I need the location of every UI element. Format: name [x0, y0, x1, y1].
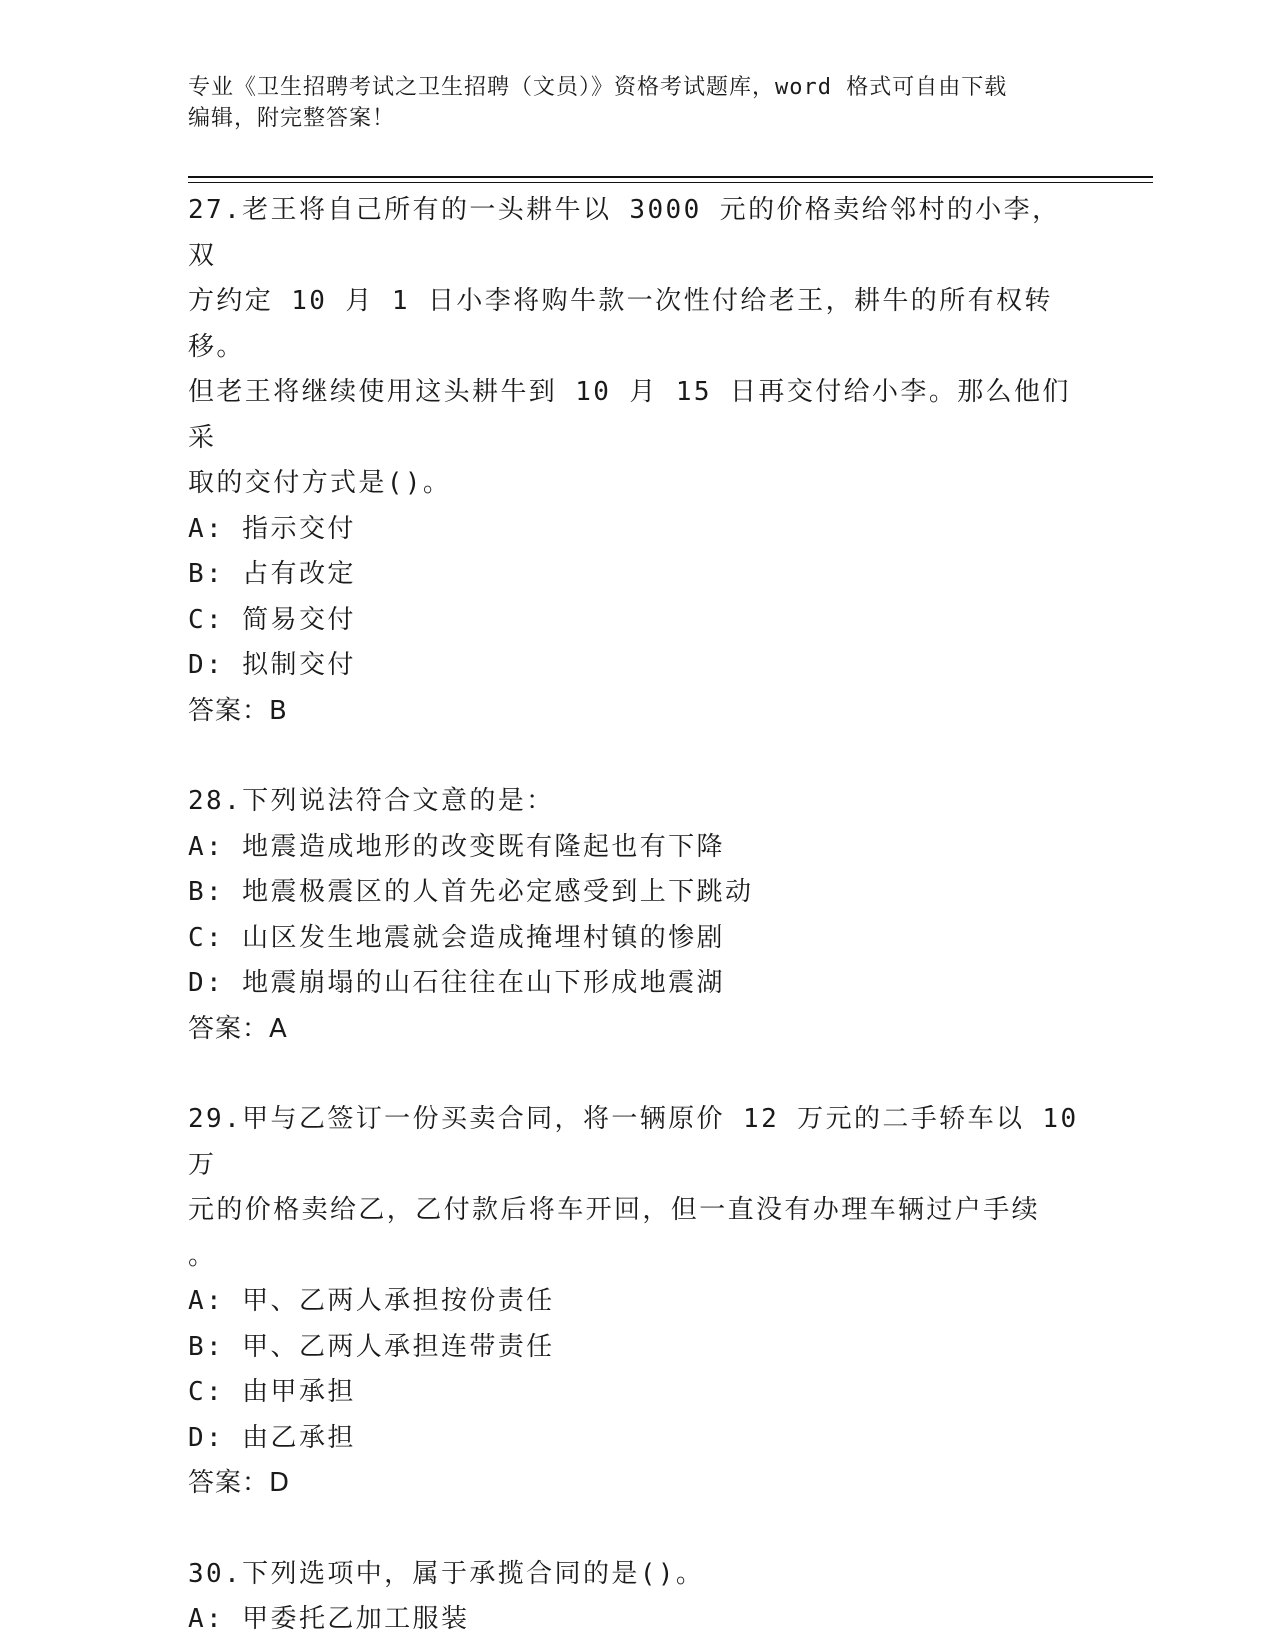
question-28: [188, 779, 1088, 1052]
option-b: B: 地震极震区的人首先必定感受到上下跳动: [188, 877, 754, 907]
option-a: A: 指示交付: [188, 513, 356, 544]
header-rule-thick: [188, 176, 1153, 178]
option-c: C: 山区发生地震就会造成掩埋村镇的惨剧: [188, 922, 725, 953]
header-line-1: 专业《卫生招聘考试之卫生招聘（文员）》资格考试题库，word 格式可自由下载: [188, 75, 1008, 100]
option-c: C: 由甲承担: [188, 1377, 356, 1407]
question-29: [188, 1097, 1088, 1507]
question-text-line: 取的交付方式是()。: [188, 468, 452, 498]
question-text-line: 30.下列选项中，属于承揽合同的是()。: [188, 1558, 705, 1589]
document-header: [188, 72, 1088, 134]
header-line-2: 编辑，附完整答案！: [188, 106, 396, 131]
answer-line: 答案：D: [188, 1468, 291, 1498]
question-text-line: 方约定 10 月 1 日小李将购牛款一次性付给老王，耕牛的所有权转移。: [188, 286, 1053, 362]
question-text-line: 但老王将继续使用这头耕牛到 10 月 15 日再交付给小李。那么他们采: [188, 377, 1071, 453]
question-text-line: 27.老王将自己所有的一头耕牛以 3000 元的价格卖给邻村的小李，双: [188, 195, 1061, 271]
option-d: D: 由乙承担: [188, 1422, 356, 1453]
option-a: A: 甲、乙两人承担按份责任: [188, 1286, 555, 1316]
question-text-line: 29.甲与乙签订一份买卖合同，将一辆原价 12 万元的二手轿车以 10 万: [188, 1104, 1079, 1180]
question-text-line: 元的价格卖给乙，乙付款后将车开回，但一直没有办理车辆过户手续: [188, 1195, 1041, 1225]
question-list: [188, 188, 1088, 1643]
option-c: C: 简易交付: [188, 604, 356, 635]
option-d: D: 拟制交付: [188, 650, 356, 680]
option-a: A: 地震造成地形的改变既有隆起也有下降: [188, 831, 725, 862]
answer-line: 答案：A: [188, 1013, 288, 1044]
question-30: [188, 1552, 1088, 1643]
answer-line: 答案：B: [188, 695, 288, 726]
option-d: D: 地震崩塌的山石往往在山下形成地震湖: [188, 968, 725, 998]
question-text-line: 28.下列说法符合文意的是：: [188, 786, 555, 816]
question-text-line: 。: [188, 1240, 217, 1271]
option-b: B: 甲、乙两人承担连带责任: [188, 1331, 555, 1362]
option-a: A: 甲委托乙加工服装: [188, 1604, 470, 1634]
question-27: [188, 188, 1088, 734]
option-b: B: 占有改定: [188, 559, 356, 589]
header-rule-thin: [188, 182, 1153, 183]
